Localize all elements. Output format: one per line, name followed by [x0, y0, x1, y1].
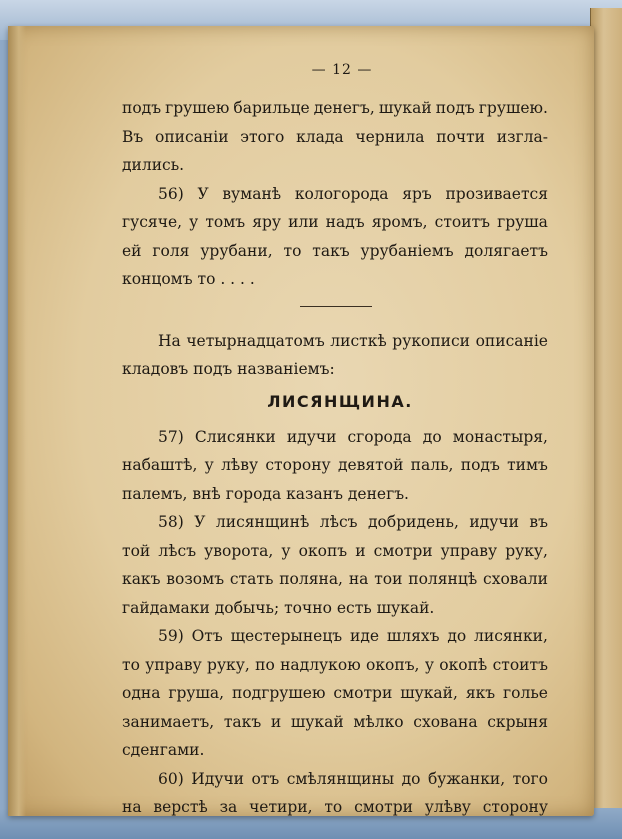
text-line: той лѣсъ уворота, у окопъ и смотри управу руку, — [122, 541, 548, 560]
text-line: то управу руку, по надлукою окопъ, у окопѣ стоитъ — [122, 655, 548, 674]
section-heading: ЛИСЯНЩИНА. — [267, 391, 413, 411]
page-text — [122, 62, 548, 822]
text-line: на верстѣ за четири, то смотри улѣву сторону — [122, 798, 548, 816]
next-page-edge — [590, 8, 622, 808]
text-line: набаштѣ, у лѣву сторону девятой паль, подъ тимъ — [122, 456, 548, 474]
text-line: 59) Отъ щестерынецъ иде шляхъ до лисянки, — [158, 627, 548, 645]
text-line: 58) У лисянщинѣ лѣсъ добридень, идучи въ — [158, 513, 548, 531]
text-line: подъ грушею барильце денегъ, шукай подъ грушею. — [122, 99, 548, 117]
text-line: одна груша, подгрушею смотри шукай, якъ голье — [122, 684, 548, 702]
section-divider — [300, 306, 372, 307]
paragraph-block-top — [122, 94, 548, 294]
page-number: — 12 — — [311, 62, 373, 78]
text-line: На четырнадцатомъ листкѣ рукописи описаніе — [158, 331, 548, 350]
text-line: дились. — [122, 156, 185, 174]
text-line: 56) У вуманѣ кологорода яръ прозивается — [158, 184, 548, 203]
text-line: палемъ, внѣ города казанъ денегъ. — [122, 484, 409, 503]
text-line: гусяче, у томъ яру или надъ яромъ, стоитъ груша — [122, 213, 548, 231]
text-line: Въ описаніи этого клада чернила почти изгла- — [122, 127, 548, 146]
book-spine — [8, 26, 26, 816]
text-line: гайдамаки добычь; точно есть шукай. — [122, 598, 435, 617]
text-line: 57) Слисянки идучи сгорода до монастыря, — [158, 427, 548, 446]
text-line: концомъ то . . . . — [122, 270, 255, 288]
text-line: какъ возомъ стать поляна, на тои полянцѣ сховали — [122, 570, 548, 588]
text-line: 60) Идучи отъ смѣлянщины до бужанки, того — [158, 769, 548, 788]
paragraph-block-intro — [122, 327, 548, 384]
text-line: ей голя урубани, то такъ урубаніемъ долягаетъ — [122, 241, 548, 260]
text-line: занимаетъ, такъ и шукай мѣлко схована скрыня — [122, 712, 548, 731]
text-line: кладовъ подъ названіемъ: — [122, 360, 335, 378]
paragraph-block-body — [122, 423, 548, 822]
text-line: сденгами. — [122, 741, 205, 759]
